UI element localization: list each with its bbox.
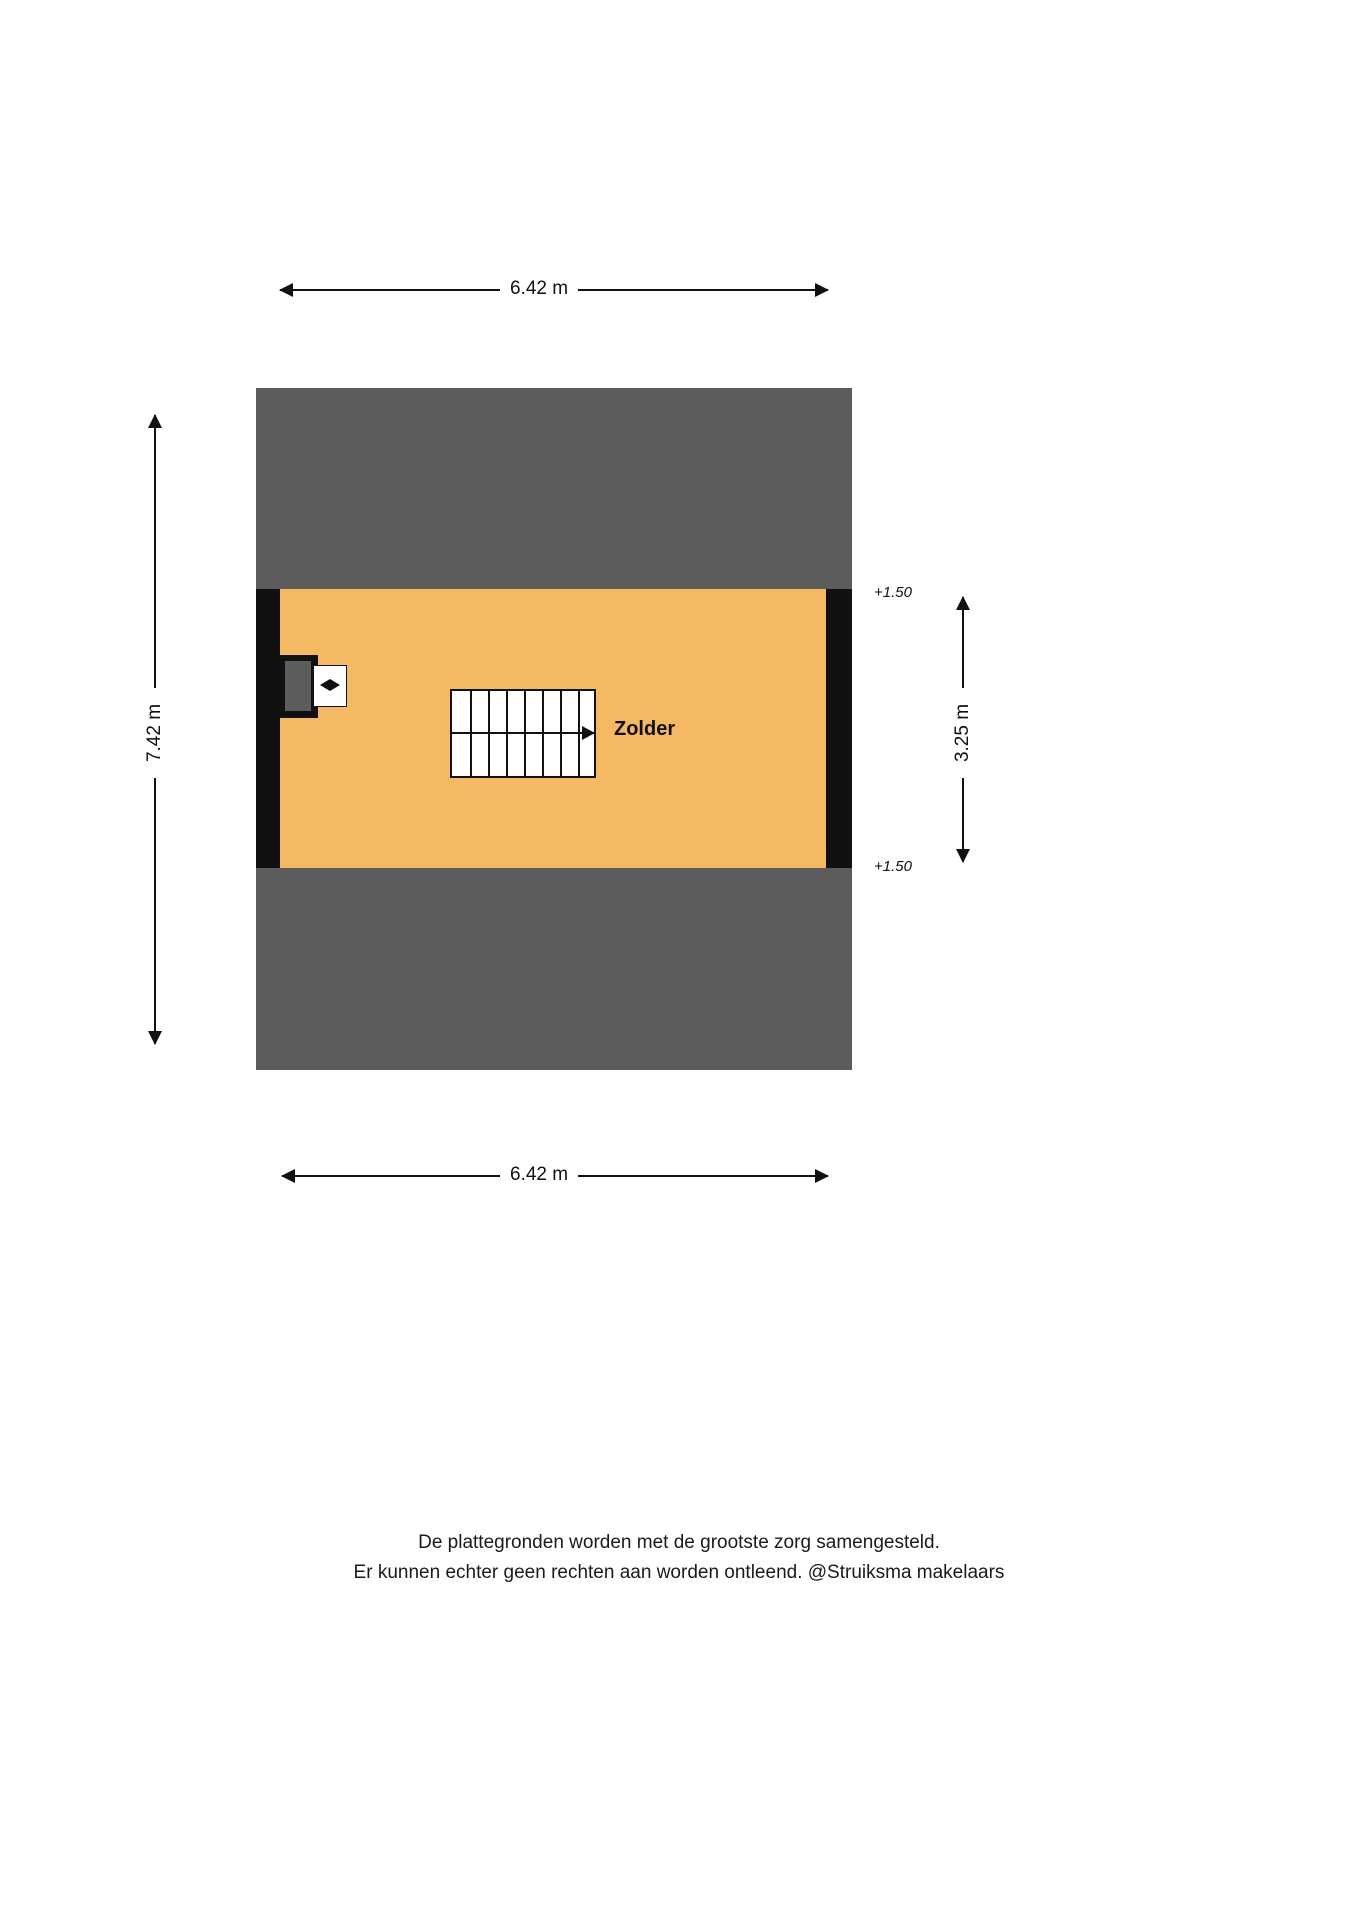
height-note-top: +1.50 bbox=[874, 584, 912, 601]
dimension-label-bottom: 6.42 m bbox=[500, 1164, 578, 1186]
disclaimer bbox=[0, 1528, 1358, 1588]
dimension-label-right: 3.25 m bbox=[942, 688, 984, 778]
height-note-bottom: +1.50 bbox=[874, 858, 912, 875]
dimension-label-left: 7.42 m bbox=[134, 688, 176, 778]
vent-icon bbox=[318, 676, 342, 694]
dormer-window-opening bbox=[285, 661, 311, 711]
room-label-zolder: Zolder bbox=[614, 718, 676, 740]
dimension-label-top: 6.42 m bbox=[500, 278, 578, 300]
disclaimer-line-1: De plattegronden worden met de grootste zorg samengesteld. bbox=[418, 1532, 940, 1553]
wall-left bbox=[256, 589, 280, 868]
arrow-right-icon bbox=[452, 732, 594, 734]
disclaimer-line-2: Er kunnen echter geen rechten aan worden ontleend. @Struiksma makelaars bbox=[353, 1562, 1005, 1583]
wall-right bbox=[826, 589, 852, 868]
